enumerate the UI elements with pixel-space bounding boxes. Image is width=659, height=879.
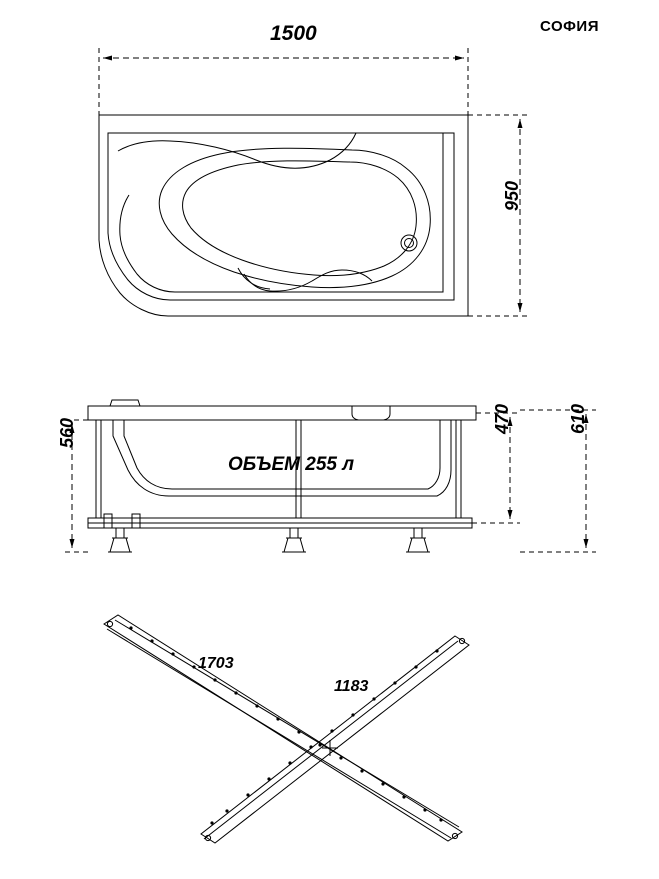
front-view-bathtub-elevation — [62, 400, 596, 552]
dimension-width-label: 950 — [502, 180, 522, 211]
dimension-frame-long-label: 1703 — [198, 655, 234, 672]
dimension-bath-height-label: 470 — [492, 403, 512, 434]
volume-label: ОБЪЕМ 255 л — [228, 454, 355, 475]
dimension-frame-short-label: 1183 — [334, 678, 369, 695]
product-brand-label: СОФИЯ — [540, 18, 599, 35]
dimension-total-height-label: 560 — [57, 417, 77, 448]
dimension-length-label: 1500 — [270, 22, 317, 45]
top-view-bathtub-plan — [99, 48, 530, 316]
frame-cross-brace-view — [104, 615, 469, 848]
dimension-overall-height-label: 610 — [568, 403, 588, 434]
